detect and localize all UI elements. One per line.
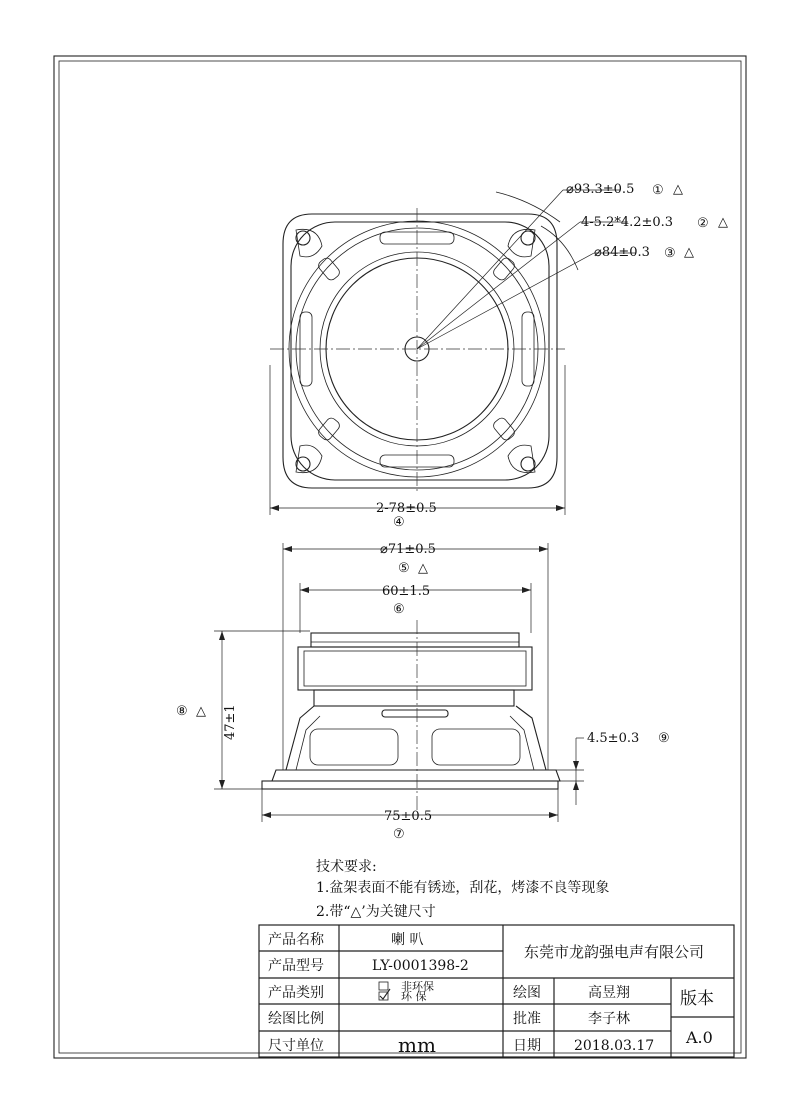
value-unit: mm bbox=[398, 1033, 436, 1057]
marker-2: ② bbox=[697, 216, 709, 231]
key-mark-8: △ bbox=[196, 704, 206, 719]
marker-9: ⑨ bbox=[658, 731, 670, 746]
label-approve: 批准 bbox=[513, 1011, 541, 1027]
value-date: 2018.03.17 bbox=[574, 1038, 655, 1054]
callout-h47: 47±1 bbox=[223, 704, 238, 740]
marker-4: ④ bbox=[393, 515, 405, 530]
label-draw: 绘图 bbox=[513, 985, 541, 1001]
top-view bbox=[270, 190, 636, 515]
option-non-eco: 非环保 bbox=[401, 980, 434, 993]
label-product-model: 产品型号 bbox=[268, 958, 324, 974]
key-mark-1: △ bbox=[673, 182, 683, 197]
key-mark-3: △ bbox=[684, 245, 694, 260]
notes-line-1: 1.盆架表面不能有锈迹，刮花，烤漆不良等现象 bbox=[316, 880, 610, 896]
callout-slot: 4-5.2*4.2±0.3 bbox=[581, 215, 674, 230]
callout-w78: 2-78±0.5 bbox=[376, 501, 437, 516]
key-mark-5: △ bbox=[418, 561, 428, 576]
label-product-name: 产品名称 bbox=[268, 932, 324, 948]
callout-d71: ⌀71±0.5 bbox=[380, 542, 436, 557]
label-product-category: 产品类别 bbox=[268, 985, 324, 1001]
checkbox-non-eco[interactable] bbox=[379, 982, 388, 990]
value-product-name: 喇 叭 bbox=[391, 932, 424, 948]
notes-heading: 技术要求: bbox=[316, 859, 377, 875]
marker-3: ③ bbox=[664, 246, 676, 261]
key-mark-2: △ bbox=[718, 215, 728, 230]
marker-6: ⑥ bbox=[393, 602, 405, 617]
label-scale: 绘图比例 bbox=[268, 1011, 324, 1027]
option-eco: 环 保 bbox=[401, 990, 427, 1003]
callout-t45: 4.5±0.3 bbox=[587, 731, 640, 746]
value-version: A.0 bbox=[686, 1028, 713, 1047]
value-product-model: LY-0001398-2 bbox=[372, 958, 469, 974]
label-date: 日期 bbox=[513, 1038, 541, 1054]
callout-w75: 75±0.5 bbox=[384, 809, 433, 824]
notes-line-2: 2.带“△’为关键尺寸 bbox=[316, 904, 436, 920]
label-version: 版本 bbox=[680, 989, 714, 1009]
callout-d93: ⌀93.3±0.5 bbox=[566, 182, 635, 197]
callout-d84: ⌀84±0.3 bbox=[594, 245, 650, 260]
check-icon bbox=[380, 989, 390, 999]
value-approve: 李子林 bbox=[588, 1011, 630, 1027]
marker-8: ⑧ bbox=[176, 704, 188, 719]
marker-5: ⑤ bbox=[398, 561, 410, 576]
marker-7: ⑦ bbox=[393, 827, 405, 842]
company-name: 东莞市龙韵强电声有限公司 bbox=[524, 943, 705, 961]
label-unit: 尺寸单位 bbox=[268, 1038, 324, 1054]
marker-1: ① bbox=[652, 183, 664, 198]
value-draw: 高昱翔 bbox=[588, 985, 630, 1001]
callout-w60: 60±1.5 bbox=[382, 584, 431, 599]
